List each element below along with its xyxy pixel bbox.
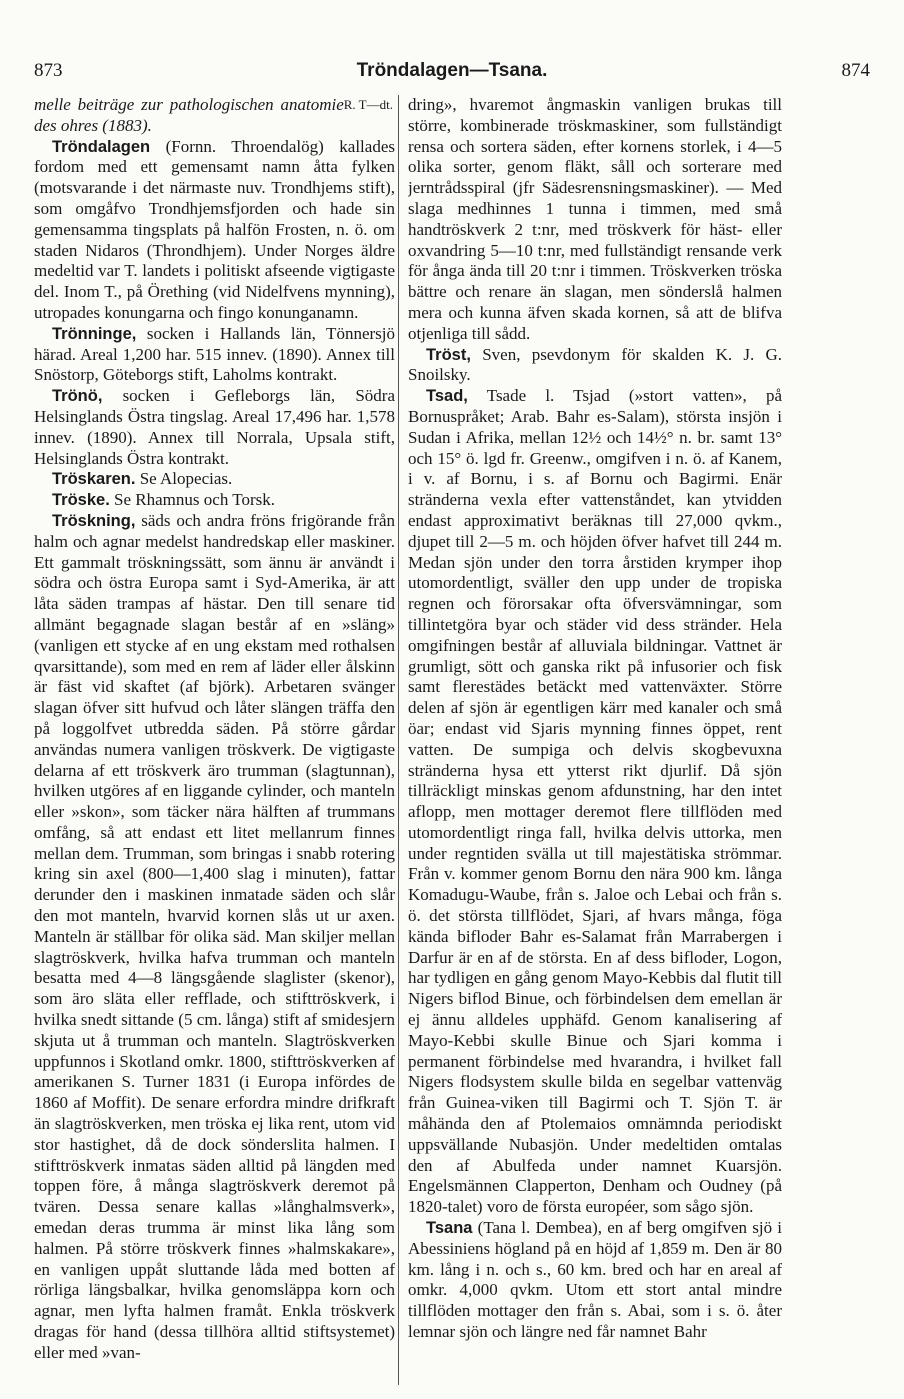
entry-tsad — [408, 386, 782, 1218]
entry-headword: Tröskning, — [52, 511, 136, 530]
entry-trono — [34, 386, 395, 469]
entry-text: säds och andra fröns frigörande från halm och agnar medelst handredskap eller maskiner. Ett gammalt tröskningssätt, som ännu är användt i södra och östra Europa samt i Syd-Amerika, är att låta säden trampas af hästar. Den till senare tid allmänt begagnade slagan består af en »släng» (vanligen ett stycke af en ung ekstam med rothalsen qvarsittande), som med en rem af läder eller ålskinn är fäst vid skaftet (af björk). Arbetaren svänger slagan öfver sitt hufvud och låter slängen träffa den på loggolfvet utbredda säden. På större gårdar användas numera vanligen tröskverk. De vigtigaste delarna af ett tröskverk äro trumman (slagtunnan), hvilken utgöres af en liggande cylinder, och manteln eller »skon», som täcker nära hälften af trummans omfång, så att endast ett litet mellanrum finnes mellan dem. Trumman, som bringas i snabb rotering kring sin axel (800—1,400 slag i minuten), fattar derunder den i maskinen inmatade säden och slår den mot manteln, hvarvid kornen slås ut ur axen. Manteln är ställbar för olika säd. Man skiljer mellan slagtröskverk, hvilka hafva trumman och manteln besatta med 4—8 längsgående slaglister (skenor), som äro släta eller refflade, och stifttröskverk, i hvilka snedt sittande (5 cm. långa) stift af smidesjern skjuta ut å trumman och manteln. Slagtröskverken uppfunnos i Skotland omkr. 1800, stifttröskverken af amerikanen S. Turner 1831 (i Europa infördes de 1860 af Moffit). De senare erfordra mindre drifkraft än slagtröskverken, men tröska ej lika rent, utom vid stor hastighet, då de dock sönderslita halmen. I stifttröskverk inmatas säden alltid på längden med toppen före, å många slagtröskverk deremot på tvären. Dessa senare kallas »långhalmsverk», emedan deras trumma är minst lika lång som halmen. På större tröskverk finnes »halmskakare», en vanligen uppåt sluttande låda med botten af rörliga längsbalkar, hvilka genomsläppa korn och agnar, men lyfta halmen framåt. Enkla tröskverk dragas för hand (dessa tillhöra alltid stiftsystemet) eller med »van- — [34, 510, 395, 1362]
entry-text: dring», hvaremot ångmaskin vanligen brukas till större, kombinerade tröskmaskiner, som fullständigt rensa och sortera säden, efter kornens storlek, i 4—5 olika sorter, genom fläkt, såll och sorterare med jerntrådsspiral (jfr Sädesrensningsmaskiner). — Med slaga medhinnes 1 tunna i timmen, med små handtröskverk 2 t:nr, med tröskverk för häst- eller oxvandring 5—10 t:nr, med fullständigt rensande verk för ånga ända till 20 t:nr i timmen. Tröskverken tröska bättre och renare än slagan, men sönderslå halmen mera och kunna äfven skada kornen, så att de blifva otjenliga till sådd. — [408, 95, 782, 343]
entry-text: Se Alopecias. — [135, 469, 233, 489]
entry-headword: Tröndalagen — [52, 137, 151, 156]
page-header — [34, 60, 870, 92]
entry-text: (Fornn. Throendalög) kallades fordom med ett gemensamt namn åtta fylken (motsvarande i det närmaste nuv. Trondhjems stift), som omgåfvo Trondhjemsfjorden och hade sin gemensamma tingsplats på halfön Frosten, n. ö. om staden Nidaros (Throndhjem). Under Norges äldre medeltid var T. landets i politiskt afseende vigtigaste del. Inom T., på Örething (vid Nidelfvens mynning), utropades konungarna och fingo konunganamn. — [34, 136, 395, 322]
entry-continuation — [34, 95, 395, 137]
entry-troske — [34, 490, 395, 511]
running-title: Tröndalagen—Tsana. — [356, 60, 548, 81]
entry-trondalagen — [34, 137, 395, 324]
left-column — [34, 95, 395, 1385]
entry-text: socken i Hallands län, Tönnersjö härad. Areal 1,200 har. 515 innev. (1890). Annex till Snöstorp, Göteborgs stift, Laholms kontrakt. — [34, 323, 395, 385]
entry-headword: Tröst, — [426, 345, 471, 364]
entry-text: Tsade l. Tsjad (»stort vatten», på Bornuspråket; Arab. Bahr es-Salam), största insjön i Sudan i Afrika, mellan 12½ och 14½° n. br. samt 13° och 15° ö. lgd fr. Greenw., omgifven i n. ö. af Kanem, i v. af Bornu, i s. af Bornu och Bagirmi. Enär stränderna vexla efter vattenståndet, kan ytvidden endast approximativt beräknas till 27,000 qvkm., djupet till 2—5 m. och höjden öfver hafvet till 244 m. Medan sjön under den torra årstiden krymper ihop utomordentligt, sväller den upp under de tropiska regnen och förorsakar ofta öfversvämningar, som tillintetgöra byar och städer vid dess stränder. Hela omgifningen består af alluviala bildningar. Vattnet är grumligt, sött och ganska rikt på infusorier och fisk samt flerestädes betäckt med vattenväxter. Större delen af sjön är egentligen kärr med kanaler och små öar; endast vid Sjaris mynning finnes öppet, rent vatten. De sumpiga och delvis skogbevuxna stränderna hysa ett ytterst rikt djurlif. Då sjön tillräckligt minskas genom afdunstning, har den intet aflopp, men mottager deremot flere tillflöden med utomordentligt ringa fall, hvilka delvis uttorka, men under regntiden svälla ut till majestätiska strömmar. Från v. kommer genom Bornu den nära 900 km. långa Komadugu-Waube, från s. Jaloe och Lebai och från s. ö. det största tillflödet, Sjari, af hvars många, föga kända bifloder Bahr es-Salamat från Marrabergen i Darfur är en af de största. En af dess bifloder, Logon, har tydligen en gång genom Mayo-Kebbis dal flutit till Nigers biflod Binue, och förbindelsen dem emellan är ej ännu alldeles upphäfd. Genom kanalisering af Mayo-Kebbi skulle Binue och Sjari komma i permanent förbindelse med hvarandra, i hvilket fall Nigers flodsystem skulle bilda en segelbar vattenväg från Guinea-viken till Bagirmi och T. Sjön T. är måhända den af Ptolemaios omnämnda periodiskt uppsvällande Nubasjön. Under medeltiden omtalas den af Abulfeda under namnet Kuarsjön. Engelsmännen Clapperton, Denham och Oudney (på 1820-talet) voro de första européer, som sågo sjön. — [408, 386, 782, 1217]
entry-headword: Tsad, — [426, 387, 468, 406]
entry-text: Se Rhamnus och Torsk. — [109, 490, 275, 510]
entry-troskning — [34, 511, 395, 1364]
entry-text: melle beiträge zur pathologischen anatomie des ohres (1883). — [34, 95, 344, 135]
entry-headword: Tsana — [426, 1219, 473, 1238]
entry-trost — [408, 345, 782, 387]
entry-headword: Tröskaren. — [52, 470, 136, 489]
entry-headword: Tröske. — [52, 491, 110, 510]
entry-text: Sven, psevdonym för skalden K. J. G. Snoilsky. — [408, 344, 782, 385]
page-number-right: 874 — [841, 60, 870, 81]
entry-troskning-continuation — [408, 95, 782, 345]
entry-headword: Trönö, — [52, 387, 103, 406]
entry-troskaren — [34, 469, 395, 490]
entry-tsana — [408, 1218, 782, 1343]
entry-tronninge — [34, 324, 395, 386]
author-signature: R. T—dt. — [343, 97, 393, 112]
entry-text: (Tana l. Dembea), en af berg omgifven sjö i Abessiniens högland på en höjd af 1,859 m. Den är 80 km. lång i n. och s., 60 km. bred och har en areal af omkr. 4,000 qvkm. Utom ett stort antal mindre tillflöden mottager den från s. Abai, som i s. ö. åter lemnar sjön och längre ned får namnet Bahr — [408, 1218, 782, 1342]
page-number-left: 873 — [34, 60, 63, 81]
right-column — [408, 95, 782, 1385]
entry-headword: Trönninge, — [52, 324, 137, 343]
column-divider — [398, 95, 399, 1385]
entry-text: socken i Gefleborgs län, Södra Helsinglands Östra tingslag. Areal 17,496 har. 1,578 innev. (1890). Annex till Norrala, Upsala stift, Helsinglands Östra kontrakt. — [34, 386, 395, 468]
